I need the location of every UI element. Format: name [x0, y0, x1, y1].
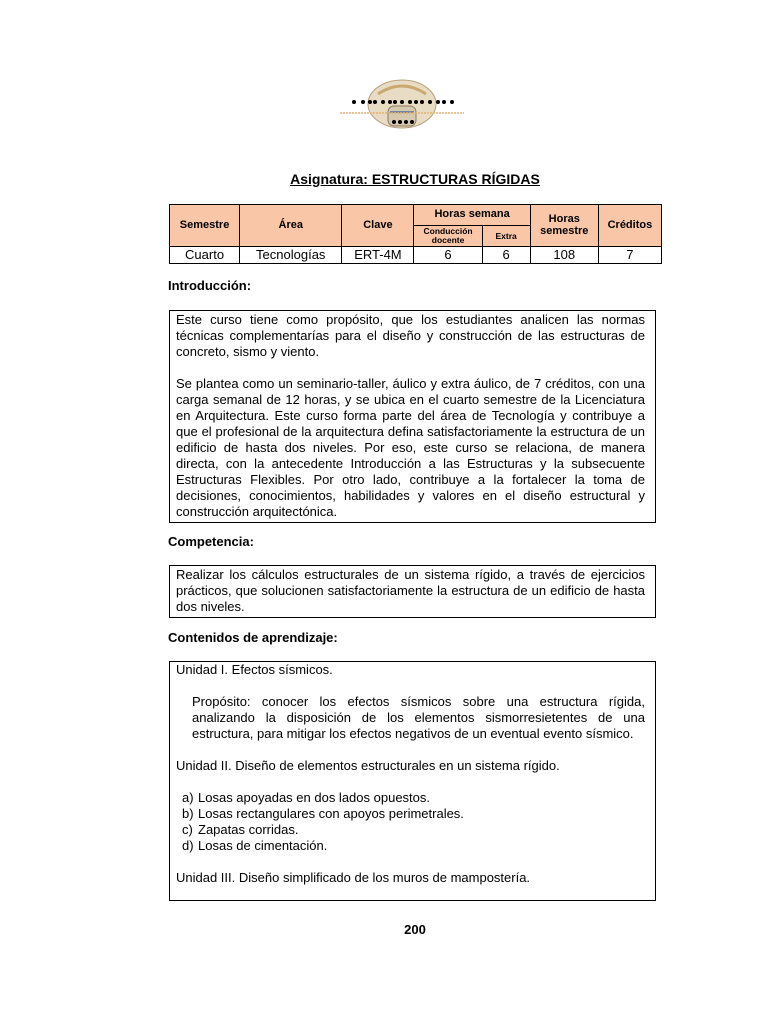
cell-horas-semestre: 108 [530, 247, 598, 264]
introduccion-heading: Introducción: [168, 278, 252, 293]
introduccion-box [169, 310, 656, 523]
subject-name: ESTRUCTURAS RÍGIDAS [371, 171, 540, 187]
cell-conduccion: 6 [414, 247, 482, 264]
header-area: Área [240, 205, 342, 247]
unidad-2-list [176, 790, 645, 854]
competencia-box [169, 565, 656, 618]
cell-area: Tecnologías [240, 247, 342, 264]
contenidos-heading: Contenidos de aprendizaje: [168, 630, 338, 645]
list-item: d) Losas de cimentación. [182, 838, 328, 853]
introduccion-paragraph-1: Este curso tiene como propósito, que los estudiantes analicen las normas técnicas complementarías para el diseño y construcción de las estructuras de concreto, sismo y viento. [176, 312, 645, 359]
competencia-text: Realizar los cálculos estructurales de un sistema rígido, a través de ejercicios prácticos, que solucionen satisfactoriamente la estructura de un edificio de hasta dos niveles. [176, 567, 645, 614]
header-horas-semana: Horas semana [414, 205, 530, 226]
course-info-table [169, 204, 662, 264]
cell-creditos: 7 [598, 247, 661, 264]
header-creditos: Créditos [598, 205, 661, 247]
list-item: c) Zapatas corridas. [182, 822, 299, 837]
header-horas-semestre: Horas semestre [530, 205, 598, 247]
unidad-1: Unidad I. Efectos sísmicos. [176, 662, 333, 677]
cell-semestre: Cuarto [170, 247, 240, 264]
cell-extra: 6 [482, 247, 530, 264]
cell-clave: ERT-4M [342, 247, 414, 264]
table-row [170, 247, 662, 264]
header-semestre: Semestre [170, 205, 240, 247]
competencia-heading: Competencia: [168, 534, 254, 549]
header-extra: Extra [482, 226, 530, 247]
list-item: a) Losas apoyadas en dos lados opuestos. [182, 790, 431, 805]
header-clave: Clave [342, 205, 414, 247]
introduccion-paragraph-2: Se plantea como un seminario-taller, áulico y extra áulico, de 7 créditos, con una carga semanal de 12 horas, y se ubica en el cuarto semestre de la Licenciatura en Arquitectura. Este curso forma parte del área de Tecnología y contribuye a que el profesional de la arquitectura defina satisfactoriamente la estructura de un edificio de hasta dos niveles. Por eso, este curso se relaciona, de manera directa, con la antecedente Introducción a las Estructuras y la subsecuente Estructuras Flexibles. Por otro lado, contribuye a la fortalecer la toma de decisiones, conocimientos, habilidades y valores en el diseño estructural y construcción arquitectónica. [176, 376, 645, 519]
unidad-1-proposito: Propósito: conocer los efectos sísmicos sobre una estructura rígida, analizando la disposición de los elementos sismorresietentes de una estructura, para mitigar los efectos negativos de un eventual evento sísmico. [192, 694, 645, 741]
list-item: b) Losas rectangulares con apoyos perimetrales. [182, 806, 464, 821]
header-conduccion: Conducción docente [414, 226, 482, 247]
unidad-2: Unidad II. Diseño de elementos estructurales en un sistema rígido. [176, 758, 560, 773]
unidad-3: Unidad III. Diseño simplificado de los muros de mampostería. [176, 870, 531, 885]
contenidos-box [169, 661, 656, 901]
university-seal-icon [330, 76, 474, 136]
subject-title: Asignatura: ESTRUCTURAS RÍGIDAS [290, 171, 540, 187]
page-number: 200 [404, 922, 426, 937]
